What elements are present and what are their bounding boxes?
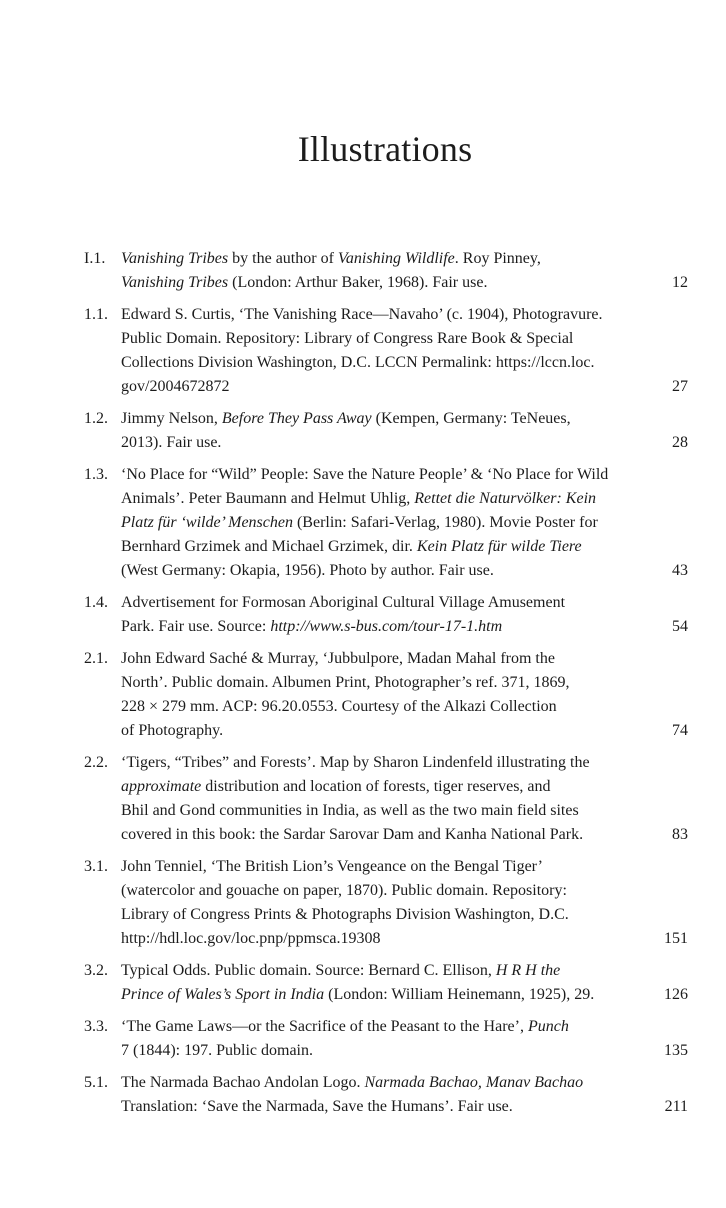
caption-segment: gov/2004672872 [121,378,230,395]
caption-italic-segment: Punch [527,1018,569,1035]
caption-segment: ‘The Game Laws—or the Sacrifice of the Peasant to the Hare’, [121,1018,528,1035]
entry-number: 2.1. [84,650,108,667]
caption-segment: (London: Arthur Baker, 1968). Fair use. [228,274,488,291]
caption-line [121,671,634,695]
caption-line [121,927,634,951]
caption-line [121,647,634,671]
entry-number: 1.1. [84,306,108,323]
caption-segment: Library of Congress Prints & Photographs Division Washington, D.C. [121,906,569,923]
caption-italic-segment: Before They Pass Away [221,410,372,427]
entry-caption [121,959,648,1007]
caption-italic-segment: Vanishing Wildlife [337,250,455,267]
illustration-entry [84,303,688,399]
caption-italic-segment: Prince of Wales’s Sport in India [121,986,325,1003]
caption-line [121,463,634,487]
caption-segment: Collections Division Washington, D.C. LCCN Permalink: https://lccn.loc. [121,354,595,371]
caption-segment: Jimmy Nelson, [121,410,222,427]
entry-number: 1.4. [84,594,108,611]
caption-line [121,775,634,799]
illustrations-list [84,247,688,1127]
caption-line [121,751,634,775]
entry-page-number: 211 [664,1098,688,1115]
caption-segment: Advertisement for Formosan Aboriginal Cultural Village Amusement [121,594,566,611]
caption-segment: (West Germany: Okapia, 1956). Photo by author. Fair use. [121,562,494,579]
entry-caption [121,751,648,847]
entry-number: 1.2. [84,410,108,427]
caption-line [121,1071,634,1095]
illustration-entry [84,463,688,583]
entry-caption [121,247,648,295]
caption-line [121,559,634,583]
caption-italic-segment: Vanishing Tribes [121,250,229,267]
entry-caption [121,1015,648,1063]
caption-segment: John Edward Saché & Murray, ‘Jubbulpore, Madan Mahal from the [121,650,555,667]
caption-segment: Animals’. Peter Baumann and Helmut Uhlig, [121,490,415,507]
caption-italic-segment: approximate [121,778,202,795]
entry-caption [121,463,648,583]
caption-line [121,535,634,559]
entry-caption [121,303,648,399]
entry-caption [121,855,648,951]
entry-page-number: 12 [672,274,688,291]
entry-number: I.1. [84,250,106,267]
caption-line [121,855,634,879]
caption-line [121,799,634,823]
entry-page-number: 43 [672,562,688,579]
caption-line [121,431,634,455]
caption-line [121,1039,634,1063]
caption-line [121,615,634,639]
entry-page-number: 28 [672,434,688,451]
caption-segment: Bhil and Gond communities in India, as well as the two main field sites [121,802,579,819]
illustration-entry [84,751,688,847]
entry-caption [121,591,648,639]
caption-italic-segment: Platz für ‘wilde’ Menschen [121,514,293,531]
caption-segment: of Photography. [121,722,224,739]
entry-caption [121,407,648,455]
entry-number: 5.1. [84,1074,108,1091]
entry-number: 3.2. [84,962,108,979]
caption-line [121,351,634,375]
entry-number: 3.1. [84,858,108,875]
entry-number: 2.2. [84,754,108,771]
entry-caption [121,647,648,743]
caption-line [121,327,634,351]
illustration-entry [84,247,688,295]
caption-line [121,247,634,271]
caption-segment: by the author of [228,250,338,267]
caption-line [121,1095,634,1119]
caption-segment: covered in this book: the Sardar Sarovar Dam and Kanha National Park. [121,826,584,843]
caption-segment: Translation: ‘Save the Narmada, Save the Humans’. Fair use. [121,1098,513,1115]
caption-segment: http://hdl.loc.gov/loc.pnp/ppmsca.19308 [121,930,381,947]
caption-line [121,591,634,615]
caption-line [121,303,634,327]
caption-segment: 228 × 279 mm. ACP: 96.20.0553. Courtesy of the Alkazi Collection [121,698,557,715]
caption-segment: John Tenniel, ‘The British Lion’s Vengeance on the Bengal Tiger’ [121,858,543,875]
caption-italic-segment: Kein Platz für wilde Tiere [416,538,582,555]
caption-segment: 7 (1844): 197. Public domain. [121,1042,313,1059]
caption-italic-segment: Vanishing Tribes [121,274,229,291]
entry-page-number: 74 [672,722,688,739]
caption-segment: Bernhard Grzimek and Michael Grzimek, dir. [121,538,417,555]
caption-line [121,695,634,719]
caption-segment: ‘Tigers, “Tribes” and Forests’. Map by Sharon Lindenfeld illustrating the [121,754,590,771]
page-title: Illustrations [297,129,473,169]
entry-page-number: 135 [664,1042,688,1059]
caption-italic-segment: H R H the [495,962,561,979]
illustration-entry [84,591,688,639]
entry-page-number: 126 [664,986,688,1003]
caption-segment: distribution and location of forests, tiger reserves, and [201,778,551,795]
entry-page-number: 83 [672,826,688,843]
caption-segment: (Kempen, Germany: TeNeues, [371,410,571,427]
caption-italic-segment: http://www.s-bus.com/tour-17-1.htm [270,618,503,635]
entry-page-number: 27 [672,378,688,395]
entry-page-number: 151 [664,930,688,947]
entry-number: 1.3. [84,466,108,483]
caption-line [121,903,634,927]
caption-segment: The Narmada Bachao Andolan Logo. [121,1074,365,1091]
caption-segment: Park. Fair use. Source: [121,618,271,635]
caption-line [121,375,634,399]
illustration-entry [84,1015,688,1063]
caption-segment: 2013). Fair use. [121,434,222,451]
entry-number: 3.3. [84,1018,108,1035]
caption-segment: Typical Odds. Public domain. Source: Bernard C. Ellison, [121,962,496,979]
illustration-entry [84,959,688,1007]
caption-line [121,879,634,903]
caption-line [121,823,634,847]
caption-line [121,511,634,535]
caption-italic-segment: Rettet die Naturvölker: Kein [414,490,597,507]
caption-italic-segment: Narmada Bachao, Manav Bachao [364,1074,584,1091]
illustration-entry [84,647,688,743]
caption-segment: . Roy Pinney, [454,250,541,267]
caption-line [121,959,634,983]
caption-segment: (Berlin: Safari-Verlag, 1980). Movie Poster for [292,514,598,531]
caption-line [121,271,634,295]
caption-line [121,719,634,743]
entry-caption [121,1071,648,1119]
illustration-entry [84,407,688,455]
entry-page-number: 54 [672,618,688,635]
caption-segment: (London: William Heinemann, 1925), 29. [324,986,595,1003]
caption-segment: Edward S. Curtis, ‘The Vanishing Race—Navaho’ (c. 1904), Photogravure. [121,306,603,323]
caption-segment: (watercolor and gouache on paper, 1870). Public domain. Repository: [121,882,567,899]
caption-line [121,1015,634,1039]
caption-segment: Public Domain. Repository: Library of Congress Rare Book & Special [121,330,574,347]
caption-line [121,407,634,431]
caption-segment: ‘No Place for “Wild” People: Save the Nature People’ & ‘No Place for Wild [121,466,609,483]
illustration-entry [84,1071,688,1119]
caption-line [121,983,634,1007]
caption-segment: North’. Public domain. Albumen Print, Photographer’s ref. 371, 1869, [121,674,570,691]
caption-line [121,487,634,511]
illustration-entry [84,855,688,951]
